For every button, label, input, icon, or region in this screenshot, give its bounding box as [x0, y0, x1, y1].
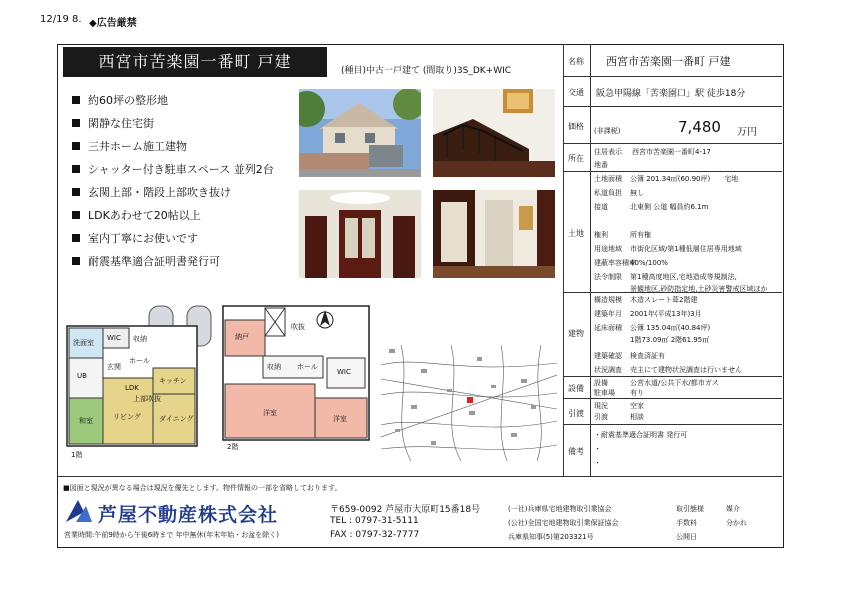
feature-item: LDKあわせて20帖以上: [72, 203, 274, 226]
feature-list: [72, 88, 274, 272]
delivery-row: 現況 空家: [594, 402, 644, 410]
publish-label: 公開日: [676, 533, 697, 541]
traffic-label: 交通: [568, 88, 584, 97]
table-border: [563, 398, 782, 399]
room-label: 玄関: [107, 363, 121, 371]
room-label: リビング: [113, 413, 141, 421]
room-label: 納戸: [235, 333, 249, 341]
business-hours: 営業時間:午前9時から午後6時まで 年中無休(年末年始・お盆を除く): [64, 531, 279, 539]
room-label: 収納: [133, 335, 147, 343]
land-label: 土地: [568, 229, 584, 238]
room-label: UB: [77, 372, 87, 380]
room-label: 洋室: [333, 415, 347, 423]
association-2: (公社)全国宅地建物取引業保証協会: [508, 519, 619, 527]
facility-rows: [594, 378, 719, 398]
name-label: 名称: [568, 57, 584, 66]
feature-item: 約60坪の整形地: [72, 88, 274, 111]
feature-item: 玄関上部・階段上部吹き抜け: [72, 180, 274, 203]
building-label: 建物: [568, 329, 584, 338]
delivery-row: 引渡 相談: [594, 413, 644, 421]
floor-plan: [63, 298, 373, 476]
room-label: ホール: [297, 363, 318, 371]
fee-value: 分かれ: [726, 519, 747, 527]
company-address: 〒659-0092 芦屋市大原町15番18号: [330, 505, 481, 515]
land-row: 権利 所有権: [594, 231, 651, 239]
building-row: 延床面積 公簿 135.04㎡(40.84坪): [594, 324, 711, 332]
building-row: 建築年月 2001年(平成13年)3月: [594, 310, 702, 318]
remarks-row: ・耐震基準適合証明書 発行可: [594, 431, 688, 439]
square-bullet-icon: [72, 188, 80, 196]
room-label: 収納: [267, 363, 281, 371]
remarks-row: ・: [594, 459, 601, 467]
price-label: 価格: [568, 122, 584, 131]
room-label: 吹抜: [291, 323, 305, 331]
entrance-photo: [299, 190, 421, 278]
land-row: 法令制限 第1種高度地区,宅地造成等規制法,: [594, 273, 737, 281]
table-border: [563, 143, 782, 144]
remarks-label: 備考: [568, 447, 584, 456]
page-title: 西宮市苦楽園一番町 戸建: [63, 47, 327, 77]
square-bullet-icon: [72, 165, 80, 173]
table-border: [563, 424, 782, 425]
land-row: 景観地区,砂防指定地,土砂災害警戒区域ほか: [630, 285, 768, 293]
company-tel: TEL : 0797-31-5111: [330, 516, 419, 526]
location-row-value: 西宮市苦楽園一番町4-17: [632, 148, 711, 156]
land-row: 私道負担 無し: [594, 189, 644, 197]
property-category: (種目)中古一戸建て (間取り)3S_DK+WIC: [341, 66, 512, 76]
land-rows: [594, 174, 767, 296]
name-value: 西宮市苦楽園一番町 戸建: [606, 55, 731, 68]
date-code: 12/19 8.: [40, 14, 82, 25]
square-bullet-icon: [72, 142, 80, 150]
floor-caption: 2階: [227, 443, 239, 451]
location-label: 所在: [568, 154, 584, 163]
price-tax: (非課税): [594, 127, 621, 135]
building-row: 状況調査 売主にて建物状況調査は行いません: [594, 366, 742, 374]
building-row: 1階73.09㎡ 2階61.95㎡: [630, 336, 710, 344]
table-border: [563, 171, 782, 172]
deal-label: 取引態様: [676, 505, 704, 513]
room-label: WIC: [107, 334, 121, 342]
table-border: [563, 44, 564, 476]
delivery-label: 引渡: [568, 409, 584, 418]
land-row: 建蔽率容積率40%/100%: [594, 259, 668, 267]
square-bullet-icon: [72, 234, 80, 242]
company-name: 芦屋不動産株式会社: [98, 504, 279, 526]
table-border: [57, 476, 782, 477]
room-label: ダイニング: [159, 415, 194, 423]
room-label: 洗面室: [73, 339, 94, 347]
license-number: 兵庫県知事(5)第203321号: [508, 533, 594, 541]
delivery-rows: [594, 401, 644, 423]
land-row: [594, 216, 767, 230]
room-label: ホール: [129, 357, 150, 365]
land-row: 土地面積 公簿 201.34㎡(60.90坪) 宅地: [594, 175, 739, 183]
remarks-row: ・: [594, 445, 601, 453]
square-bullet-icon: [72, 257, 80, 265]
area-map: [381, 345, 557, 461]
stair-photo: [433, 89, 555, 177]
feature-item: シャッター付き駐車スペース 並列2台: [72, 157, 274, 180]
fee-label: 手数料: [676, 519, 697, 527]
table-border: [590, 44, 591, 476]
room-label: 洋室: [263, 409, 277, 417]
exterior-photo: [299, 89, 421, 177]
location-row-label: 住居表示: [594, 148, 622, 156]
square-bullet-icon: [72, 119, 80, 127]
feature-item: 三井ホーム施工建物: [72, 134, 274, 157]
land-row: 接道 北東側 公道 幅員約6.1m: [594, 203, 709, 211]
building-row: 建築確認 検査済証有: [594, 352, 665, 360]
feature-item: 室内丁寧にお使いです: [72, 226, 274, 249]
feature-item: 閑静な住宅街: [72, 111, 274, 134]
company-fax: FAX : 0797-32-7777: [330, 530, 420, 540]
floor-caption: 1階: [71, 451, 83, 459]
land-row: 用途地域 市街化区域/第1種低層住居専用地域: [594, 245, 742, 253]
table-border: [563, 76, 782, 77]
room-label: 和室: [79, 417, 93, 425]
remarks-rows: [594, 430, 687, 472]
room-label: 上部吹抜: [133, 395, 161, 403]
square-bullet-icon: [72, 96, 80, 104]
facility-label: 設備: [568, 384, 584, 393]
facility-row: 駐車場 有り: [594, 389, 644, 397]
facility-row: 設備 公営水道/公共下水/都市ガス: [594, 379, 719, 387]
price-unit: 万円: [737, 127, 757, 138]
warning-label: ◆広告厳禁: [89, 18, 137, 29]
square-bullet-icon: [72, 211, 80, 219]
disclaimer: ■図面と現況が異なる場合は現況を優先とします。物件情報の一部を省略しております。: [63, 484, 342, 492]
feature-item: 耐震基準適合証明書発行可: [72, 249, 274, 272]
building-row: 構造規模 木造スレート葺2階建: [594, 296, 698, 304]
price-value: 7,480: [678, 118, 721, 136]
association-1: (一社)兵庫県宅地建物取引業協会: [508, 505, 612, 513]
table-border: [563, 106, 782, 107]
hall-photo: [433, 190, 555, 278]
company-logo-icon: [64, 498, 94, 524]
building-rows: [594, 295, 742, 379]
room-label: WIC: [337, 368, 351, 376]
deal-value: 媒介: [726, 505, 740, 513]
location-row-label: 地番: [594, 161, 608, 169]
room-label: キッチン: [159, 377, 187, 385]
traffic-value: 阪急甲陽線「苦楽園口」駅 徒歩18分: [596, 89, 746, 99]
room-label: LDK: [125, 384, 139, 392]
